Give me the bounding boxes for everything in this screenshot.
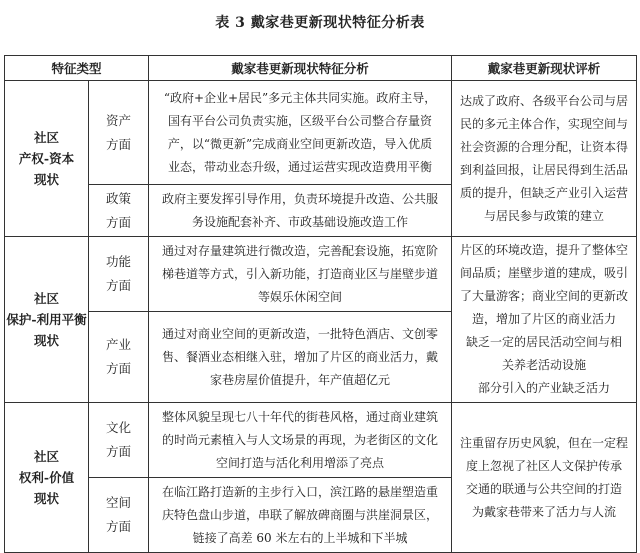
table-title: 表 3 戴家巷更新现状特征分析表	[215, 15, 425, 31]
evaluation-cell: 注重留存历史风貌，但在一定程 度上忽视了社区人文保护传承 交通的联通与公共空间的打造 为戴家巷带来了活力与人流	[452, 403, 637, 553]
table-row	[5, 403, 637, 478]
description-cell: 整体风貌呈现七八十年代的街巷风格，通过商业建筑 的时尚元素植入与人文场景的再现，为老街区的文化 空间打造与活化利用增添了亮点	[149, 403, 452, 478]
group-head: 社区 保护-利用平衡 现状	[5, 237, 89, 403]
table-row	[5, 237, 637, 312]
header-analysis: 戴家巷更新现状特征分析	[149, 56, 452, 81]
sub-type: 空间 方面	[89, 478, 149, 553]
group-head: 社区 产权-资本 现状	[5, 81, 89, 237]
evaluation-cell: 达成了政府、各级平台公司与居 民的多元主体合作，实现空间与 社会资源的合理分配，让资本得 到利益回报，让居民得到生活品 质的提升，但缺乏产业引入运营 与居民参与政策的建立	[452, 81, 637, 237]
description-cell: “政府+企业+居民”多元主体共同实施。政府主导， 国有平台公司负责实施，区级平台公司整合存量资 产，以“微更新”完成商业空间更新改造，导入优质 业态，带动业态升级，通过运营实现改造费用平衡	[149, 81, 452, 185]
header-type: 特征类型	[5, 56, 149, 81]
sub-type: 功能 方面	[89, 237, 149, 312]
table-row	[5, 81, 637, 185]
evaluation-cell: 片区的环境改造，提升了整体空 间品质；崖壁步道的建成，吸引 了大量游客；商业空间的更新改 造，增加了片区的商业活力 缺乏一定的居民活动空间与相 关养老活动设施 部分引入的产业缺乏活力	[452, 237, 637, 403]
group-head: 社区 权利-价值 现状	[5, 403, 89, 553]
sub-type: 政策 方面	[89, 185, 149, 237]
analysis-table	[4, 55, 637, 553]
sub-type: 资产 方面	[89, 81, 149, 185]
header-evaluation: 戴家巷更新现状评析	[452, 56, 637, 81]
sub-type: 文化 方面	[89, 403, 149, 478]
description-cell: 通过对商业空间的更新改造，一批特色酒店、文创零 售、餐酒业态相继入驻，增加了片区的商业活力，戴 家巷房屋价值提升，年产值超亿元	[149, 312, 452, 403]
description-cell: 政府主要发挥引导作用，负责环境提升改造、公共服 务设施配套补齐、市政基础设施改造工作	[149, 185, 452, 237]
sub-type: 产业 方面	[89, 312, 149, 403]
description-cell: 在临江路打造新的主步行入口，滨江路的悬崖塑造重 庆特色盘山步道，串联了解放碑商圈与洪崖洞景区， 链接了高差 60 米左右的上半城和下半城	[149, 478, 452, 553]
description-cell: 通过对存量建筑进行微改造，完善配套设施，拓宽阶 梯巷道等方式，引入新功能，打造商业区与崖壁步道 等娱乐休闲空间	[149, 237, 452, 312]
header-row	[5, 56, 637, 81]
